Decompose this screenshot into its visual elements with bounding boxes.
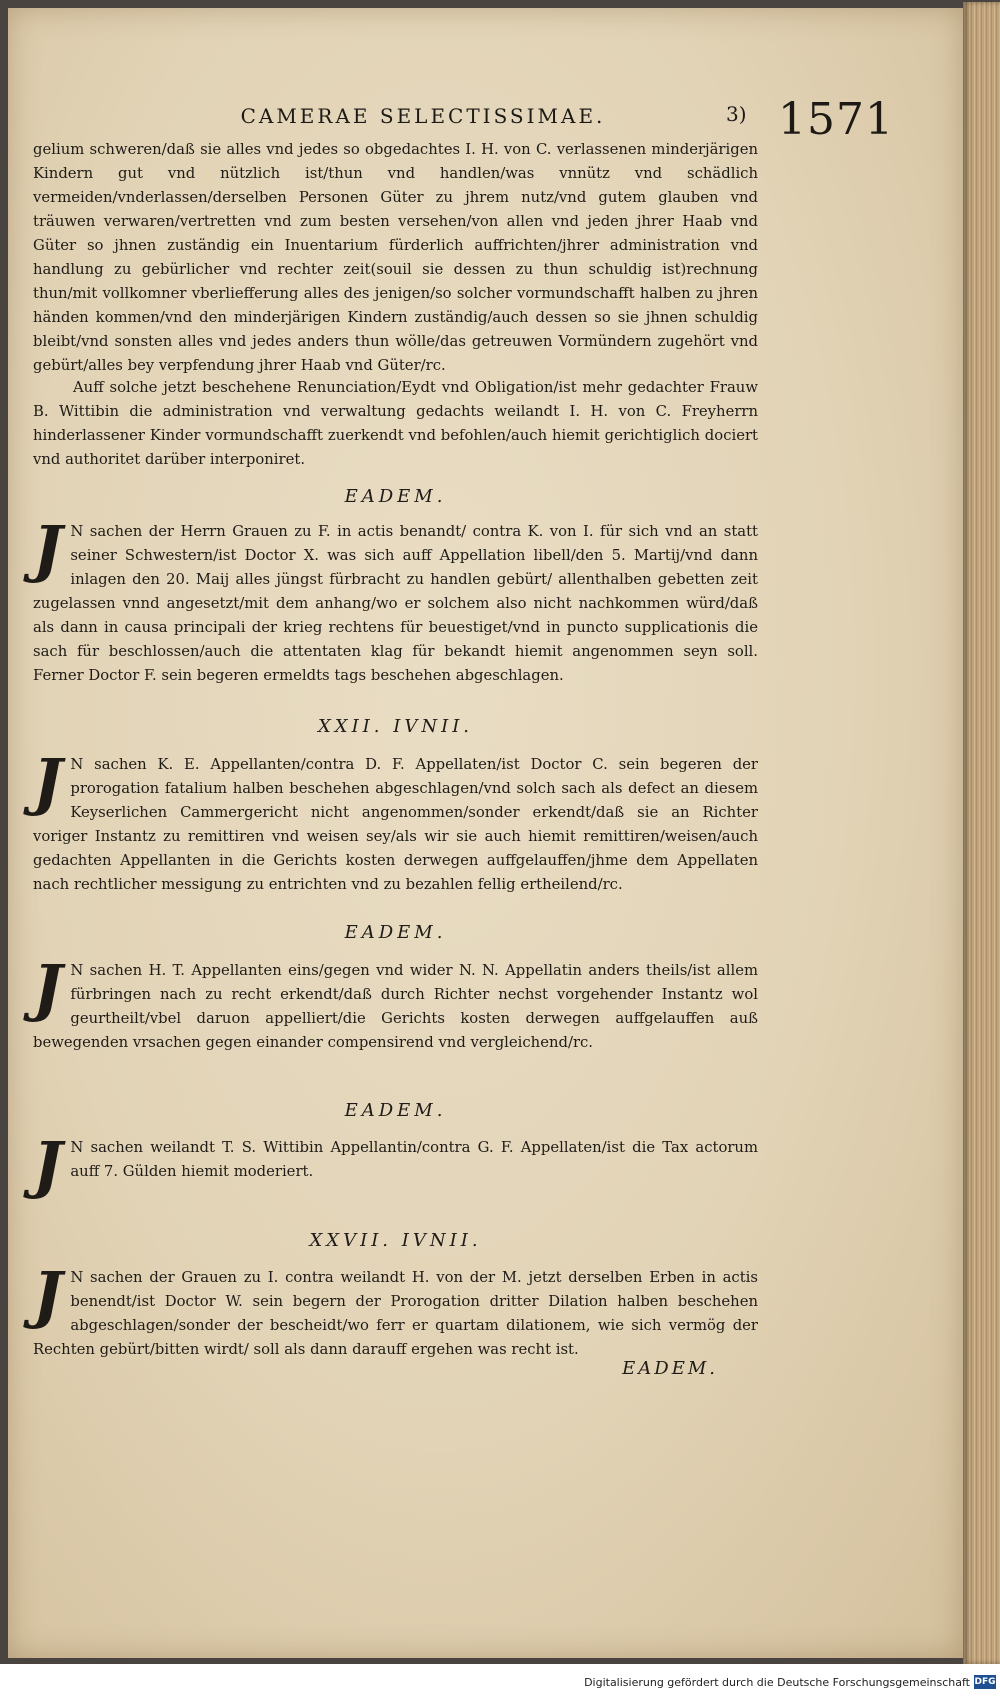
decorated-initial: J bbox=[33, 1258, 63, 1331]
footer-bar bbox=[0, 1664, 1000, 1706]
paragraph-grauen-zu-i bbox=[33, 1258, 758, 1362]
page-year: 1571 bbox=[778, 94, 894, 145]
decorated-initial: J bbox=[33, 512, 63, 585]
book-fore-edge bbox=[963, 2, 1000, 1664]
decorated-initial: J bbox=[33, 951, 63, 1024]
funding-credit: Digitalisierung gefördert durch die Deutsche Forschungsgemeinschaft bbox=[584, 1676, 970, 1689]
paragraph-appellanten-ke bbox=[33, 745, 758, 897]
paragraph-body: N sachen K. E. Appellanten/contra D. F. Appellaten/ist Doctor C. sein begeren der prorogation fatalium halben beschehen abgeschlagen/vnd solch sach als defect an diesem Keyserlichen Cammergericht nicht angenommen/sonder erkendt/daß sie an Richter voriger Instantz zu remittiren vnd weisen sey/als wir sie auch hiemit remittiren/weisen/auch gedachten Appellanten in die Gerichts kosten derwegen auffgelauffen/jhme dem Appellaten nach rechtlicher messigung zu entrichten vnd zu bezahlen fellig ertheilend/rc. bbox=[33, 756, 758, 893]
catchword: EADEM. bbox=[622, 1358, 718, 1379]
section-title-xxvii-iunii: XXVII. IVNII. bbox=[309, 1230, 482, 1251]
book-page bbox=[8, 8, 963, 1658]
paragraph-body: N sachen H. T. Appellanten eins/gegen vnd wider N. N. Appellatin anders theils/ist allem fürbringen nach zu recht erkendt/daß durch Richter nechst vorgehender Instantz wol geurtheilt/vbel daruon appelliert/die Gerichts kosten derwegen auffgelauffen auß bewegenden vrsachen gegen einander compensirend vnd vergleichend/rc. bbox=[33, 962, 758, 1051]
section-title-eadem-1: EADEM. bbox=[344, 486, 447, 507]
decorated-initial: J bbox=[33, 1128, 63, 1201]
paragraph-wittibin bbox=[33, 1128, 758, 1201]
section-title-xxii-iunii: XXII. IVNII. bbox=[317, 716, 474, 737]
dfg-logo: DFG bbox=[974, 1677, 996, 1687]
section-title-eadem-3: EADEM. bbox=[344, 1100, 447, 1121]
paragraph-body: N sachen weilandt T. S. Wittibin Appellantin/contra G. F. Appellaten/ist die Tax actorum auff 7. Gülden hiemit moderiert. bbox=[70, 1139, 758, 1180]
paragraph-continuation: gelium schweren/daß sie alles vnd jedes so obgedachtes I. H. von C. verlassenen minderjärigen Kindern gut vnd nützlich ist/thun vnd handlen/was vnnütz vnd schädlich vermeiden/vnderlassen/derselben Personen Güter zu jhrem nutz/vnd gutem glauben vnd träuwen verwaren/vertretten vnd zum besten versehen/von allen vnd jeden jhrer Haab vnd Güter so jhnen zuständig ein Inuentarium fürderlich auffrichten/jhrer administration vnd handlung zu gebürlicher vnd rechter zeit(souil sie dessen zu thun schuldig ist)rechnung thun/mit vollkomner vberliefferung alles des jenigen/so solcher vormundschafft halben zu jhren händen kommen/vnd den minderjärigen Kindern zuständig/auch dessen so sie jhnen schuldig bleibt/vnd sonsten alles vnd jedes anders thun wölle/das getreuwen Vormündern zugehört vnd gebürt/alles bey verpfendung jhrer Haab vnd Güter/rc. bbox=[33, 141, 758, 374]
paragraph-appellanten-ht bbox=[33, 951, 758, 1055]
signature-mark: 3) bbox=[726, 102, 747, 126]
running-title: CAMERAE SELECTISSIMAE. bbox=[240, 104, 606, 128]
paragraph-herrn-grauen bbox=[33, 512, 758, 688]
paragraph-body: N sachen der Grauen zu I. contra weilandt H. von der M. jetzt derselben Erben in actis benendt/ist Doctor W. sein begern der Prorogation dritter Dilation halben beschehen abgeschlagen/sonder der bescheidt/wo ferr er quartam dilationem, wie sich vermög der Rechten gebürt/bitten wirdt/ soll als dann darauff ergehen was recht ist. bbox=[33, 1269, 758, 1358]
paragraph-renunciation: Auff solche jetzt beschehene Renunciation/Eydt vnd Obligation/ist mehr gedachter Frauw B. Wittibin die administration vnd verwaltung gedachts weilandt I. H. von C. Freyherrn hinderlassener Kinder vormundschafft zuerkendt vnd befohlen/auch hiemit gerichtiglich dociert vnd authoritet darüber interponiret. bbox=[33, 379, 758, 468]
paragraph-body: N sachen der Herrn Grauen zu F. in actis benandt/ contra K. von I. für sich vnd an statt seiner Schwestern/ist Doctor X. was sich auff Appellation libell/den 5. Martij/vnd dann inlagen den 20. Maij alles jüngst fürbracht zu handlen gebürt/ allenthalben gebetten zeit zugelassen vnnd angesetzt/mit dem anhang/wo er solchem also nicht nachkommen würd/daß als dann in causa principali der krieg rechtens für beuestiget/vnd in puncto supplicationis die sach für beschlossen/auch die attentaten klag für bekandt hiemit angenommen seyn soll. Ferner Doctor F. sein begeren ermeldts tags beschehen abgeschlagen. bbox=[33, 523, 758, 684]
decorated-initial: J bbox=[33, 745, 63, 818]
section-title-eadem-2: EADEM. bbox=[344, 922, 447, 943]
